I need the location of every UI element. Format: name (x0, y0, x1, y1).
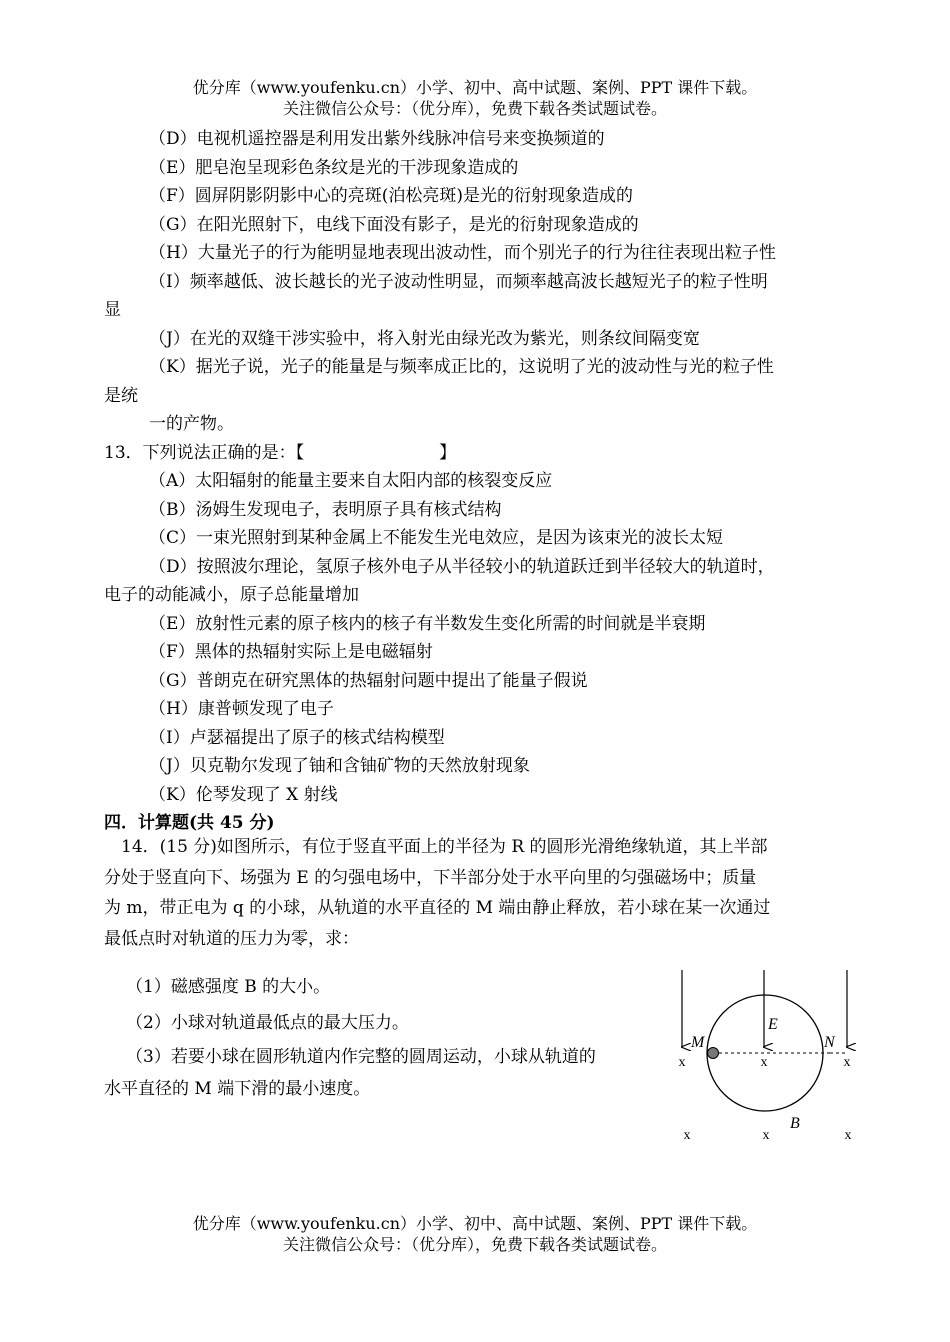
q14-sub-1 (104, 972, 330, 1002)
magnetic-cross-4: x (683, 1128, 691, 1143)
q13-stem (104, 439, 852, 468)
footer-line-2: 关注微信公众号：（优分库），免费下载各类试题试卷。 (282, 1235, 667, 1254)
answer-bracket-close: 】 (439, 442, 457, 463)
q13-stem-text: 13．下列说法正确的是： (104, 442, 296, 463)
q13-option-j: （J）贝克勒尔发现了铀和含铀矿物的天然放射现象 (149, 756, 530, 776)
q12-option-k: （K）据光子说，光子的能量是与频率成正比的，这说明了光的波动性与光的粒子性 (149, 357, 774, 377)
q13-option-c: （C）一束光照射到某种金属上不能发生光电效应，是因为该束光的波长太短 (149, 528, 724, 548)
q12-option-h: （H）大量光子的行为能明显地表现出波动性，而个别光子的行为往往表现出粒子性 (149, 243, 776, 263)
magnetic-cross-1: x (678, 1055, 686, 1070)
section-4-title: 四．计算题(共 45 分) (104, 813, 275, 833)
figure-svg (670, 965, 870, 1155)
q12-option-i-cont: 显 (104, 300, 121, 320)
label-b: B (790, 1115, 800, 1132)
q12-option-g: （G）在阳光照射下，电线下面没有影子，是光的衍射现象造成的 (149, 214, 639, 235)
q13-option-b: （B）汤姆生发现电子，表明原子具有核式结构 (149, 499, 502, 520)
page-header (0, 77, 950, 119)
header-line-1: 优分库（www.youfenku.cn）小学、初中、高中试题、案例、PPT 课件下载。 (192, 78, 758, 97)
page-footer (0, 1213, 950, 1255)
label-e: E (768, 1016, 778, 1033)
q14-line-1: 14．(15 分)如图所示，有位于竖直平面上的半径为 R 的圆形光滑绝缘轨道，其上半部 (121, 837, 768, 857)
q14-sub-2-text: （2）小球对轨道最低点的最大压力。 (126, 1013, 409, 1033)
q14-sub-3-cont-text: 水平直径的 M 端下滑的最小速度。 (104, 1079, 371, 1099)
q14-line-2: 分处于竖直向下、场强为 E 的匀强电场中，下半部分处于水平向里的匀强磁场中；质量 (104, 867, 757, 888)
q13-option-e: （E）放射性元素的原子核内的核子有半数发生变化所需的时间就是半衰期 (149, 613, 706, 634)
q13-option-i: （I）卢瑟福提出了原子的核式结构模型 (149, 727, 445, 748)
circular-track-figure (670, 965, 870, 1155)
q12-option-i: （I）频率越低、波长越长的光子波动性明显，而频率越高波长越短光子的粒子性明 (149, 271, 768, 292)
q14-sub-3 (104, 1042, 596, 1072)
q13-option-h: （H）康普顿发现了电子 (149, 699, 334, 719)
answer-bracket-open: 【 (295, 442, 305, 463)
q12-option-f: （F）圆屏阴影阴影中心的亮斑(泊松亮斑)是光的衍射现象造成的 (149, 186, 634, 206)
q13-option-k: （K）伦琴发现了 X 射线 (149, 784, 338, 805)
ball (708, 1048, 719, 1059)
q14-sub-3-text: （3）若要小球在圆形轨道内作完整的圆周运动，小球从轨道的 (126, 1047, 596, 1067)
label-m: M (691, 1034, 705, 1051)
question-content (104, 125, 852, 838)
q14-sub-2 (104, 1008, 409, 1038)
q14-stem (104, 832, 852, 954)
magnetic-cross-5: x (762, 1128, 770, 1143)
q12-option-d: （D）电视机遥控器是利用发出紫外线脉冲信号来变换频道的 (149, 129, 605, 149)
q13-option-d: （D）按照波尔理论，氢原子核外电子从半径较小的轨道跃迁到半径较大的轨道时， (149, 556, 775, 577)
q14-line-3: 为 m，带正电为 q 的小球，从轨道的水平直径的 M 端由静止释放，若小球在某一次通过 (104, 898, 771, 918)
q12-option-k-cont: 是统 (104, 385, 138, 406)
q13-option-d-cont: 电子的动能减小，原子总能量增加 (104, 585, 359, 605)
magnetic-cross-2: x (760, 1055, 768, 1070)
q12-option-j: （J）在光的双缝干涉实验中，将入射光由绿光改为紫光，则条纹间隔变宽 (149, 328, 700, 349)
q12-option-e: （E）肥皂泡呈现彩色条纹是光的干涉现象造成的 (149, 157, 519, 178)
footer-line-1: 优分库（www.youfenku.cn）小学、初中、高中试题、案例、PPT 课件下载。 (192, 1214, 758, 1233)
q13-option-a: （A）太阳辐射的能量主要来自太阳内部的核裂变反应 (149, 471, 553, 491)
q12-option-k-cont2: 一的产物。 (149, 414, 234, 434)
header-line-2: 关注微信公众号：（优分库），免费下载各类试题试卷。 (282, 99, 667, 118)
q13-option-f: （F）黑体的热辐射实际上是电磁辐射 (149, 642, 433, 662)
q14-line-4: 最低点时对轨道的压力为零，求： (104, 928, 359, 949)
label-n: N (824, 1034, 835, 1051)
magnetic-cross-6: x (844, 1128, 852, 1143)
q13-option-g: （G）普朗克在研究黑体的热辐射问题中提出了能量子假说 (149, 670, 588, 691)
q14-sub-3-cont (104, 1074, 370, 1104)
q14-sub-1-text: （1）磁感强度 B 的大小。 (126, 977, 331, 997)
magnetic-cross-3: x (843, 1055, 851, 1070)
